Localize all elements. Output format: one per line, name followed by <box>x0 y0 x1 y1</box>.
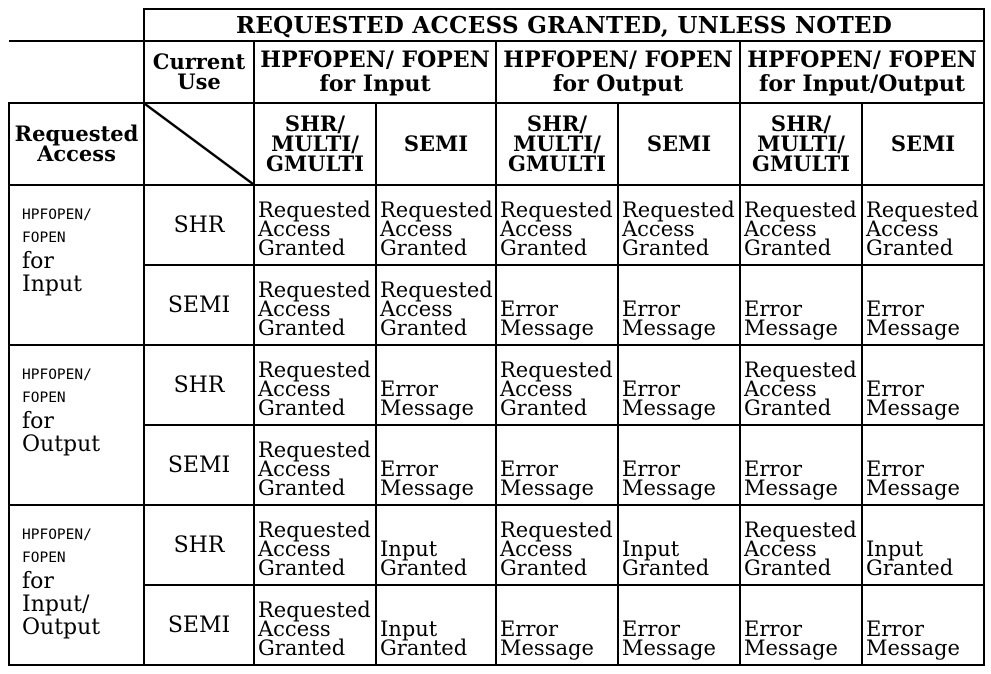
current-use-cell: SHR <box>144 345 254 425</box>
result-cell: Requested Access Granted <box>254 425 376 505</box>
table-row <box>9 585 984 665</box>
row-label-line: for <box>22 249 54 274</box>
current-use-cell: SHR <box>144 505 254 585</box>
result-cell: Requested Access Granted <box>740 345 862 425</box>
row-label-line: FOPEN <box>22 390 66 406</box>
requested-access-header: Requested Access <box>9 103 144 185</box>
row-label-line: Input/ Output <box>22 592 101 640</box>
document-page <box>8 8 983 664</box>
result-cell: Error Message <box>618 265 740 345</box>
row-label-line: for <box>22 569 54 594</box>
group-header-input-output: HPFOPEN/ FOPEN for Input/Output <box>740 41 984 103</box>
current-use-cell: SHR <box>144 185 254 265</box>
row-label-line: HPFOPEN/ <box>22 207 92 223</box>
table-row <box>9 185 984 265</box>
table-row <box>9 425 984 505</box>
current-use-cell: SEMI <box>144 265 254 345</box>
result-cell: Requested Access Granted <box>254 505 376 585</box>
row-label-line: Input <box>22 272 82 297</box>
result-cell: Error Message <box>862 345 984 425</box>
sub-header-io-shr: SHR/ MULTI/ GMULTI <box>740 103 862 185</box>
diagonal-divider-cell <box>144 103 254 185</box>
result-cell: Error Message <box>740 425 862 505</box>
corner-blank <box>9 9 144 41</box>
result-cell: Requested Access Granted <box>376 265 496 345</box>
title-row <box>9 9 984 41</box>
result-cell: Error Message <box>862 265 984 345</box>
row-label-input <box>9 185 144 345</box>
result-cell: Input Granted <box>376 585 496 665</box>
table-row <box>9 505 984 585</box>
sub-header-input-shr: SHR/ MULTI/ GMULTI <box>254 103 376 185</box>
row-label-output <box>9 345 144 505</box>
result-cell: Error Message <box>618 425 740 505</box>
result-cell: Requested Access Granted <box>254 585 376 665</box>
result-cell: Error Message <box>496 585 618 665</box>
result-cell: Requested Access Granted <box>496 345 618 425</box>
result-cell: Error Message <box>862 425 984 505</box>
row-label-line: for <box>22 409 54 434</box>
table-row <box>9 345 984 425</box>
result-cell: Error Message <box>618 345 740 425</box>
current-use-cell: SEMI <box>144 425 254 505</box>
result-cell: Requested Access Granted <box>618 185 740 265</box>
table-title: REQUESTED ACCESS GRANTED, UNLESS NOTED <box>144 9 984 41</box>
sub-header-output-shr: SHR/ MULTI/ GMULTI <box>496 103 618 185</box>
sub-header-output-semi: SEMI <box>618 103 740 185</box>
result-cell: Requested Access Granted <box>740 505 862 585</box>
result-cell: Error Message <box>740 265 862 345</box>
result-cell: Requested Access Granted <box>862 185 984 265</box>
row-label-line: Output <box>22 432 101 457</box>
result-cell: Input Granted <box>618 505 740 585</box>
corner-blank-2 <box>9 41 144 103</box>
result-cell: Error Message <box>376 345 496 425</box>
result-cell: Requested Access Granted <box>496 505 618 585</box>
result-cell: Error Message <box>618 585 740 665</box>
result-cell: Requested Access Granted <box>496 185 618 265</box>
access-matrix-table <box>8 8 985 666</box>
sub-header-io-semi: SEMI <box>862 103 984 185</box>
result-cell: Requested Access Granted <box>740 185 862 265</box>
table-row <box>9 265 984 345</box>
group-header-input: HPFOPEN/ FOPEN for Input <box>254 41 496 103</box>
row-label-line: FOPEN <box>22 230 66 246</box>
result-cell: Error Message <box>376 425 496 505</box>
result-cell: Input Granted <box>376 505 496 585</box>
diagonal-line <box>145 104 253 184</box>
result-cell: Requested Access Granted <box>376 185 496 265</box>
sub-header-row <box>9 103 984 185</box>
result-cell: Error Message <box>740 585 862 665</box>
current-use-cell: SEMI <box>144 585 254 665</box>
result-cell: Error Message <box>862 585 984 665</box>
result-cell: Input Granted <box>862 505 984 585</box>
sub-header-input-semi: SEMI <box>376 103 496 185</box>
result-cell: Requested Access Granted <box>254 265 376 345</box>
row-label-input-output <box>9 505 144 665</box>
current-use-header: Current Use <box>144 41 254 103</box>
result-cell: Requested Access Granted <box>254 185 376 265</box>
row-label-line: HPFOPEN/ <box>22 527 92 543</box>
result-cell: Error Message <box>496 265 618 345</box>
group-header-output: HPFOPEN/ FOPEN for Output <box>496 41 740 103</box>
group-header-row <box>9 41 984 103</box>
result-cell: Error Message <box>496 425 618 505</box>
result-cell: Requested Access Granted <box>254 345 376 425</box>
row-label-line: HPFOPEN/ <box>22 367 92 383</box>
row-label-line: FOPEN <box>22 550 66 566</box>
